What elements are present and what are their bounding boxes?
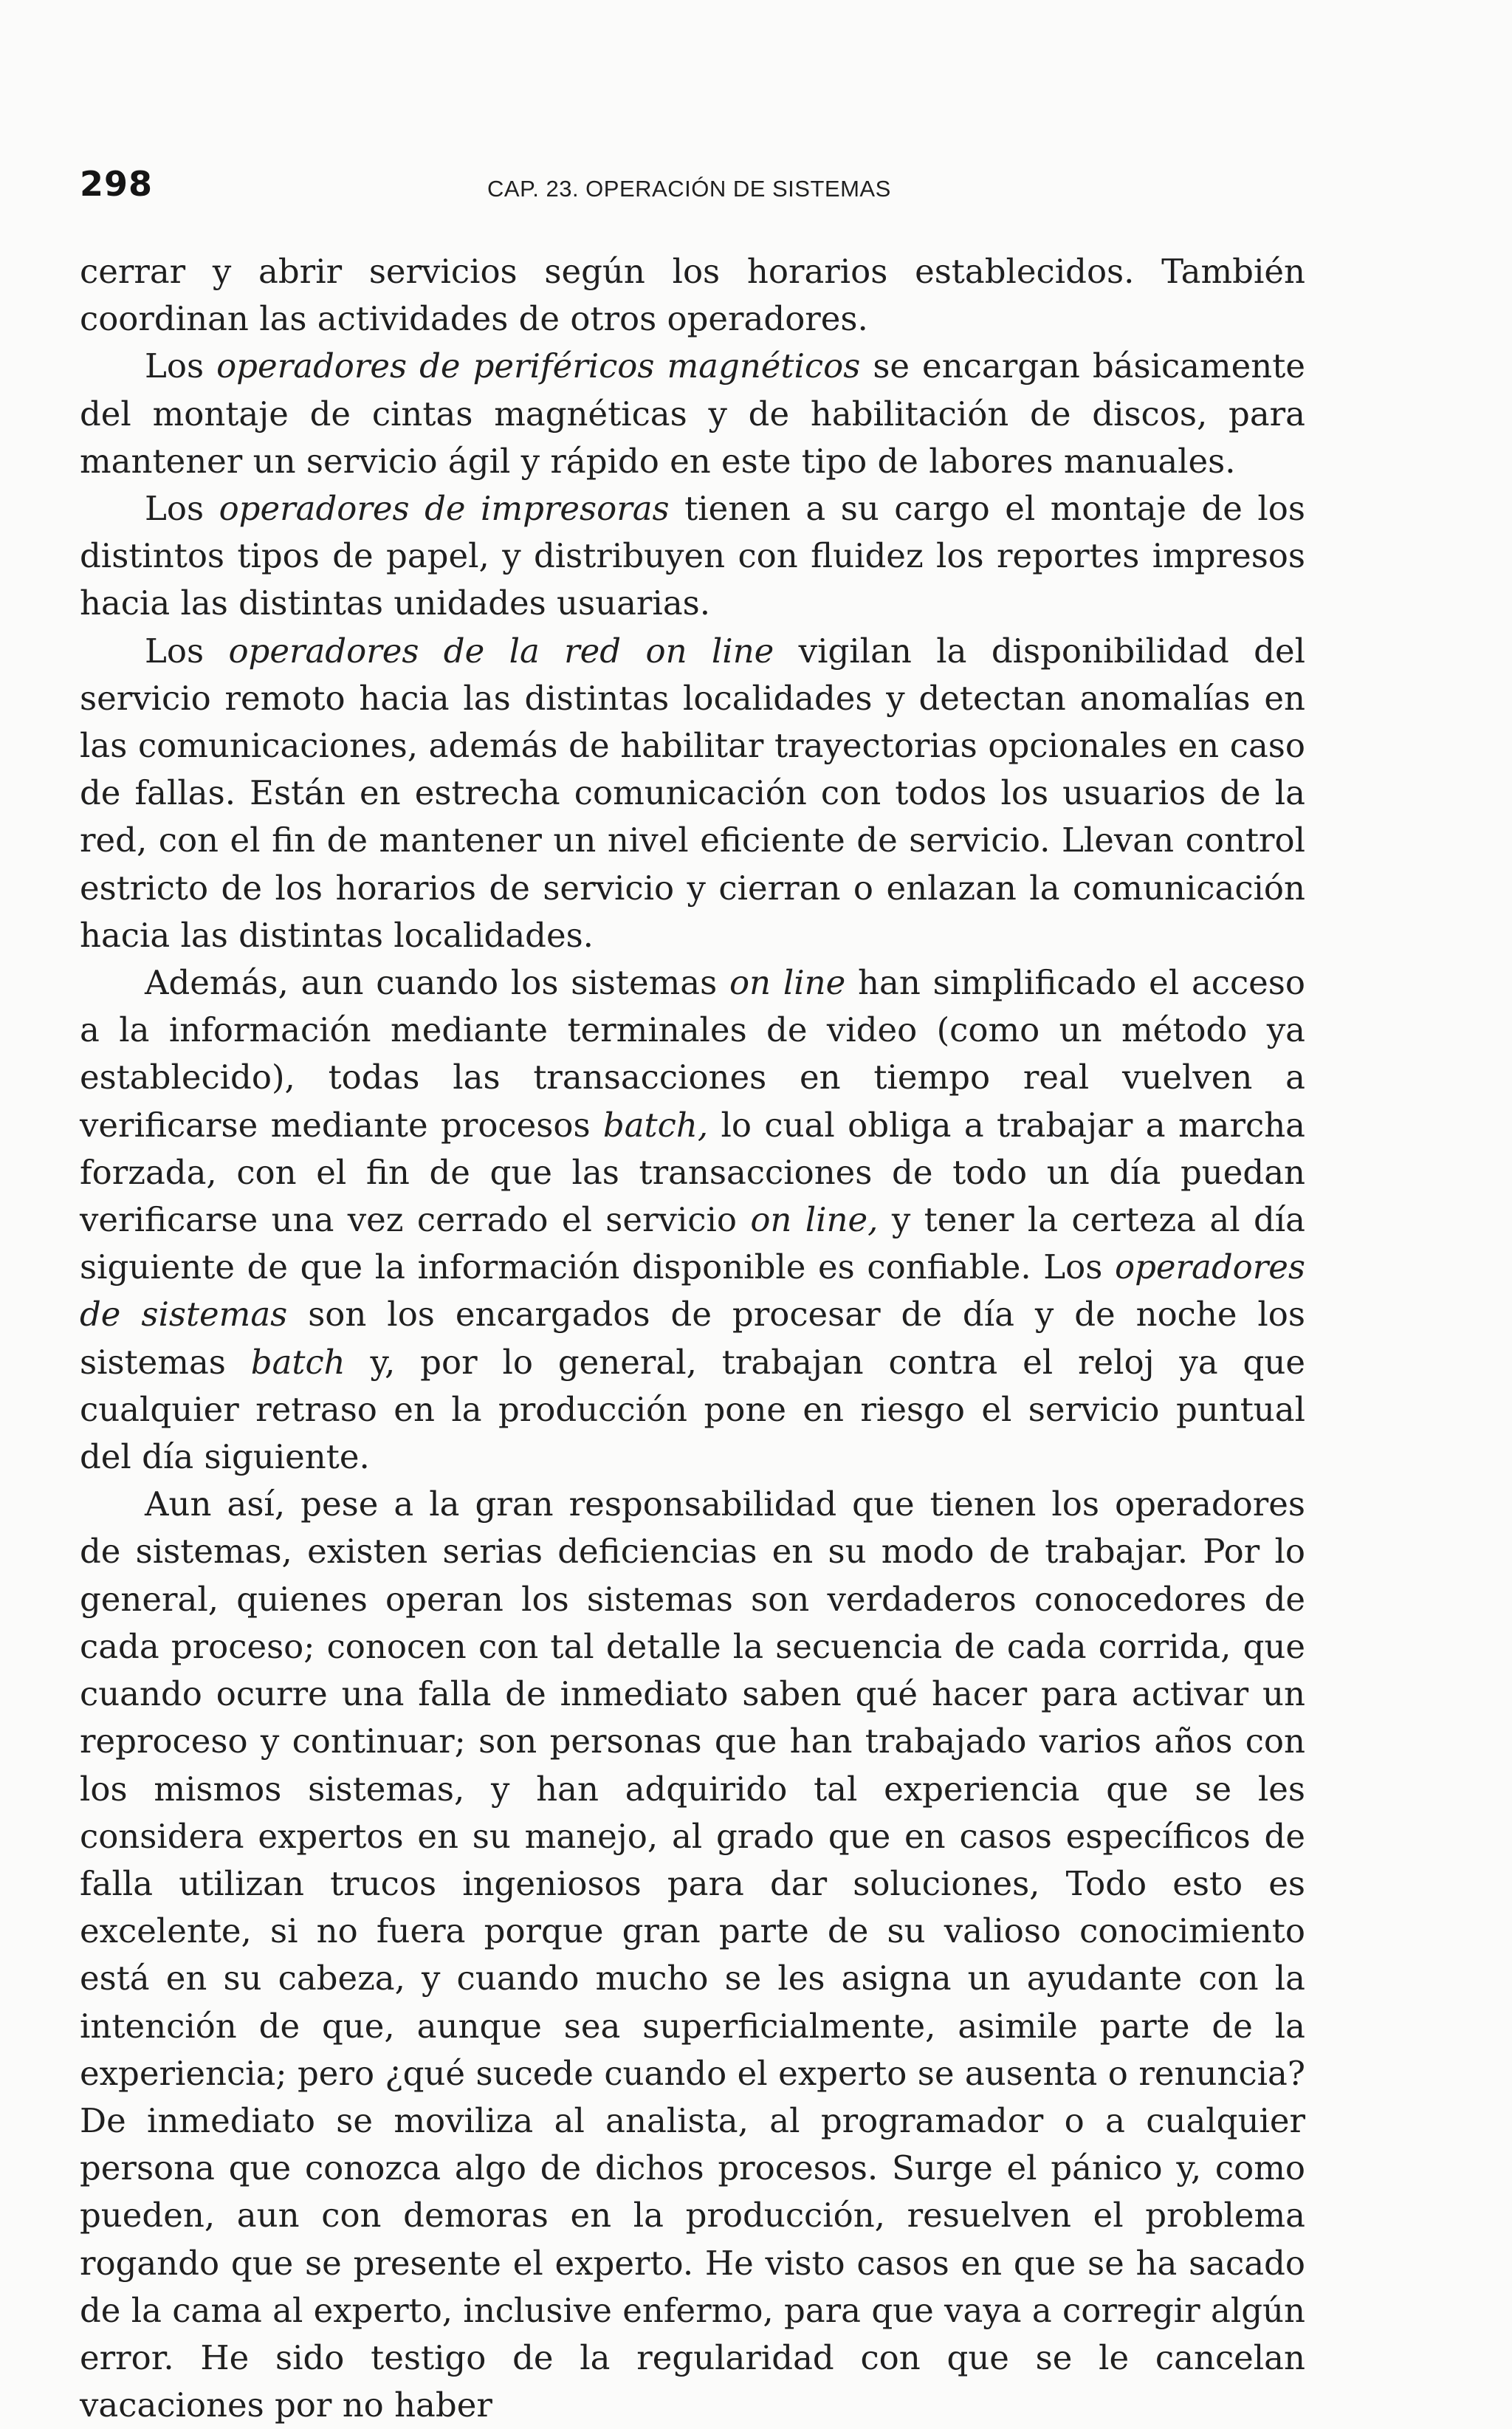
paragraph-p1 [80, 343, 1305, 485]
text-run: Aun así, pese a la gran responsabilidad que tienen los operadores de sistemas, existen serias deficiencias en su modo de trabajar. Por lo general, quienes operan los sistemas son verdaderos conocedores de cada proceso; conocen con tal detalle la secuencia de cada corrida, que cuando ocurre una falla de inmediato saben qué hacer para activar un reproceso y continuar; son personas que han trabajado varios años con los mismos sistemas, y han adquirido tal experiencia que se les considera expertos en su manejo, al grado que en casos específicos de falla utilizan trucos ingeniosos para dar soluciones, Todo esto es excelente, si no fuera porque gran parte de su valioso conocimiento está en su cabeza, y cuando mucho se les asigna un ayudante con la intención de que, aunque sea superficialmente, asimile parte de la experiencia; pero ¿qué sucede cuando el experto se ausenta o renuncia? De inmediato se moviliza al analista, al programador o a cualquier persona que conozca algo de dichos procesos. Surge el pánico y, como pueden, aun con demoras en la producción, resuelven el problema rogando que se presente el experto. He visto casos en que se ha sacado de la cama al experto, inclusive enfermo, para que vaya a corregir algún error. He sido testigo de la regularidad con que se le cancelan vacaciones por no haber [80, 1484, 1305, 2425]
paragraph-p3 [80, 628, 1305, 959]
text-run: Los [145, 631, 229, 671]
italic-term: on line, [750, 1200, 879, 1240]
text-run: lo cual obliga a trabajar a marcha forzada, con el fin de que las transacciones de todo un día puedan verificarse una vez cerrado el servicio [80, 1105, 1306, 1240]
page-header [80, 164, 1305, 216]
running-head: CAP. 23. OPERACIÓN DE SISTEMAS [487, 176, 891, 202]
paragraph-p2 [80, 485, 1305, 628]
italic-term: batch [250, 1342, 346, 1382]
text-run: Los [145, 346, 217, 386]
italic-term: operadores de sistemas [80, 1247, 1305, 1335]
text-run: han simplificado el acceso a la información mediante terminales de video (como un método ya establecido), todas las transacciones en tiempo real vuelven a verificarse mediante procesos [80, 963, 1305, 1145]
text-run: vigilan la disponibilidad del servicio remoto hacia las distintas localidades y detectan anomalías en las comunicaciones, además de habilitar trayectorias opcionales en caso de fallas. Están en estrecha comunicación con todos los usuarios de la red, con el fin de mantener un nivel eficiente de servicio. Llevan control estricto de los horarios de servicio y cierran o enlazan la comunicación hacia las distintas localidades. [80, 631, 1305, 955]
paragraph-p0 [80, 248, 1305, 343]
italic-term: batch, [602, 1105, 709, 1145]
text-run: tienen a su cargo el montaje de los distintos tipos de papel, y distribuyen con fluidez los reportes impresos hacia las distintas unidades usuarias. [80, 489, 1305, 623]
text-run: y, por lo general, trabajan contra el reloj ya que cualquier retraso en la producción pone en riesgo el servicio puntual del día siguiente. [80, 1342, 1305, 1477]
italic-term: on line [729, 963, 846, 1003]
italic-term: operadores de la red on line [228, 631, 774, 671]
body-text [80, 248, 1305, 2429]
italic-term: operadores de impresoras [219, 489, 670, 529]
text-run: Los [145, 489, 219, 529]
italic-term: operadores de periféricos magnéticos [216, 346, 861, 386]
text-run: se encargan básicamente del montaje de cintas magnéticas y de habilitación de discos, para mantener un servicio ágil y rápido en este tipo de labores manuales. [80, 346, 1305, 481]
text-run: cerrar y abrir servicios según los horarios establecidos. También coordinan las actividades de otros operadores. [80, 252, 1305, 339]
paragraph-p4 [80, 959, 1305, 1481]
paragraph-p5 [80, 1481, 1305, 2429]
text-run: Además, aun cuando los sistemas [145, 963, 729, 1003]
page-number: 298 [80, 164, 154, 204]
text-run: y tener la certeza al día siguiente de que la información disponible es confiable. Los [80, 1200, 1305, 1287]
text-run: son los encargados de procesar de día y de noche los sistemas [80, 1295, 1305, 1382]
